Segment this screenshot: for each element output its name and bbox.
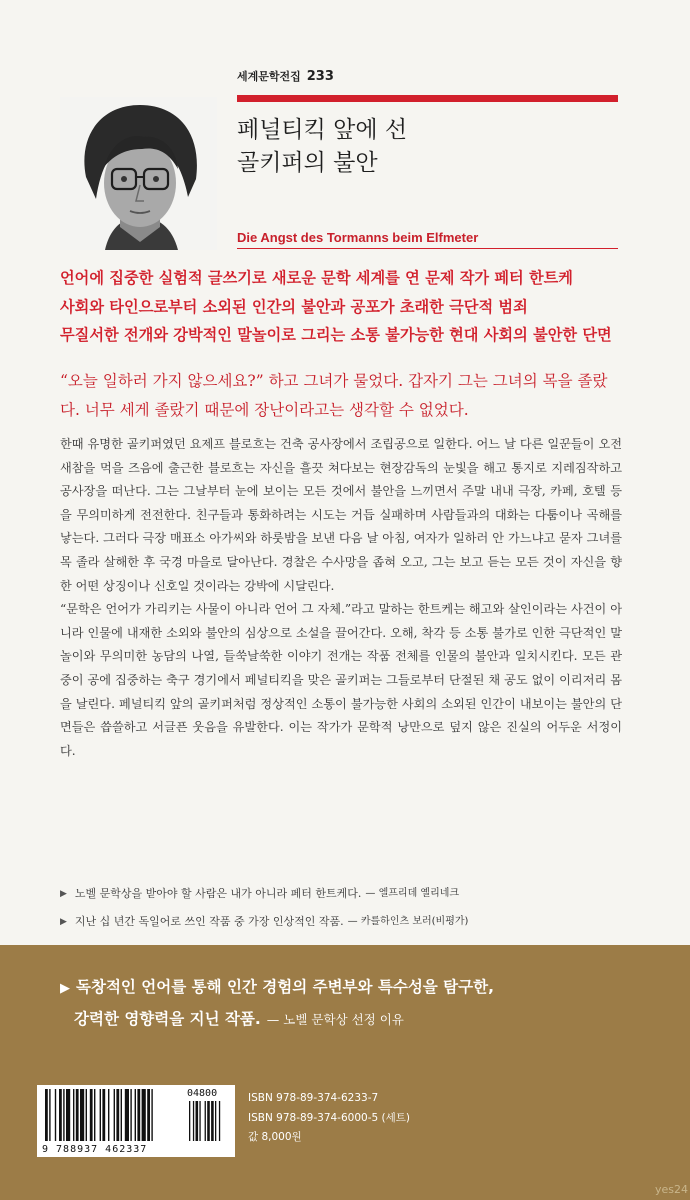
original-title: Die Angst des Tormanns beim Elfmeter [237, 230, 479, 245]
triangle-bullet-icon: ▶ [60, 981, 70, 996]
barcode-stripe [45, 1089, 48, 1141]
series-number: 233 [306, 69, 334, 84]
barcode-stripe [80, 1089, 84, 1141]
title-line-1: 페널티킥 앞에 선 [237, 117, 408, 143]
barcode-addon-stripe [196, 1101, 199, 1141]
title-line-2: 골키퍼의 불안 [237, 150, 378, 176]
praise-item [60, 880, 620, 908]
book-title [237, 114, 617, 180]
barcode-stripe [130, 1089, 131, 1141]
barcode-addon-stripe [215, 1101, 216, 1141]
synopsis-paragraph-2: “문학은 언어가 가리키는 사물이 아니라 언어 그 자체.”라고 말하는 한트케는 해고와 살인이라는 사건이 아니라 인물에 내재한 소외와 불안의 심상으로 소설을 끌어간다. 오해, 착각 등 소통 불가로 인한 극단적인 말놀이와 무의미한 농담의 나열, 들쑥날쑥한 이야기 전개는 작품 전체를 인물의 불안과 일치시킨다. 모든 관중이 공에 집중하는 축구 경기에서 페널티킥을 맞은 골키퍼는 그들로부터 단절된 채 공도 없이 이리저리 몸을 날린다. 페널티킥 앞의 골키퍼처럼 정상적인 소통이 불가능한 사회의 소외된 인간이 내보이는 불안의 단면들은 씁쓸하고 서글픈 웃음을 유발한다. 이는 작가가 문학적 낭만으로 덮지 않은 진실의 어두운 서정이다. [60, 602, 622, 758]
nobel-line-2: 강력한 영향력을 지닌 작품. [74, 1010, 261, 1028]
triangle-bullet-icon: ▶ [60, 889, 67, 899]
series-label [237, 68, 334, 84]
price: 값 8,000원 [248, 1131, 302, 1143]
subtitle-rule [237, 248, 618, 249]
praise-list [60, 880, 620, 936]
barcode-addon-stripe [211, 1101, 214, 1141]
synopsis [60, 433, 622, 763]
tagline-1: 언어에 집중한 실험적 글쓰기로 새로운 문학 세계를 연 문제 작가 페터 한트케 [60, 269, 573, 287]
tagline-2: 사회와 타인으로부터 소외된 인간의 불안과 공포가 초래한 극단적 범죄 [60, 297, 528, 316]
barcode-stripe [114, 1089, 115, 1141]
excerpt-quote: “오늘 일하러 가지 않으세요?” 하고 그녀가 물었다. 갑자기 그는 그녀의 목을 졸랐다. 너무 세게 졸랐기 때문에 장난이라고는 생각할 수 없었다. [60, 372, 608, 419]
nobel-source: — 노벨 문학상 선정 이유 [266, 1012, 404, 1027]
barcode [37, 1085, 235, 1157]
nobel-citation [60, 972, 640, 1035]
barcode-addon-stripe [193, 1101, 194, 1141]
title-rule [237, 95, 618, 102]
barcode-addon-stripe [219, 1101, 220, 1141]
barcode-stripe [147, 1089, 150, 1141]
barcode-addon-stripe [189, 1101, 190, 1141]
barcode-stripe [100, 1089, 101, 1141]
barcode-stripe [151, 1089, 152, 1141]
author-photo [60, 97, 217, 250]
taglines [60, 264, 620, 350]
isbn-line-2: ISBN 978-89-374-6000-5 (세트) [248, 1111, 410, 1124]
barcode-stripe [142, 1089, 146, 1141]
barcode-stripe [66, 1089, 70, 1141]
barcode-addon: 04800 [187, 1088, 218, 1099]
watermark: yes24 [655, 1183, 689, 1196]
barcode-addon-stripe [205, 1101, 206, 1141]
barcode-stripe [102, 1089, 105, 1141]
barcode-stripe [63, 1089, 64, 1141]
barcode-stripe [73, 1089, 74, 1141]
nobel-line-1: 독창적인 언어를 통해 인간 경험의 주변부와 특수성을 탐구한, [76, 978, 494, 996]
barcode-stripe [121, 1089, 122, 1141]
isbn-line-1: ISBN 978-89-374-6233-7 [248, 1092, 379, 1104]
barcode-stripe [125, 1089, 129, 1141]
barcode-addon-stripe [207, 1101, 210, 1141]
barcode-stripe [94, 1089, 95, 1141]
barcode-stripe [55, 1089, 56, 1141]
praise-text: 지난 십 년간 독일어로 쓰인 작품 중 가장 인상적인 작품. [74, 915, 344, 928]
barcode-stripe [116, 1089, 119, 1141]
praise-item [60, 908, 620, 936]
praise-source: — 카를하인츠 보러(비평가) [347, 916, 469, 927]
barcode-stripe [135, 1089, 136, 1141]
barcode-stripe [86, 1089, 87, 1141]
praise-text: 노벨 문학상을 받아야 할 사람은 내가 아니라 페터 한트케다. [74, 887, 362, 900]
isbn-block [248, 1089, 410, 1148]
barcode-addon-stripe [199, 1101, 200, 1141]
barcode-stripe [108, 1089, 109, 1141]
barcode-stripe [137, 1089, 140, 1141]
series-name: 세계문학전집 [237, 70, 301, 83]
barcode-stripe [49, 1089, 50, 1141]
tagline-3: 무질서한 전개와 강박적인 말놀이로 그리는 소통 불가능한 현대 사회의 불안한 단면 [60, 326, 612, 344]
barcode-number: 9 788937 462337 [42, 1144, 148, 1155]
barcode-stripe [59, 1089, 62, 1141]
synopsis-paragraph-1: 한때 유명한 골키퍼였던 요제프 블로흐는 건축 공사장에서 조립공으로 일한다. 어느 날 다른 일꾼들이 오전 새참을 먹을 즈음에 출근한 블로흐는 자신을 흘끗 쳐다보는 현장감독의 눈빛을 해고 통지로 지레짐작하고 공사장을 떠난다. 그는 그날부터 눈에 보이는 모든 것에서 불안을 느끼면서 주말 내내 극장, 카페, 호텔 등을 무의미하게 전전한다. 친구들과 통화하려는 시도는 거듭 실패하며 사람들과의 대화는 다툼이나 곡해를 낳는다. 그러다 극장 매표소 아가씨와 하룻밤을 보낸 다음 날 아침, 여자가 일하러 안 가느냐고 묻자 그녀를 목 졸라 살해한 후 국경 마을로 달아난다. 경찰은 수사망을 좁혀 오고, 그는 보고 듣는 모든 것이 자신을 향한 어떤 상징이나 신호일 것이라는 강박에 시달린다. [60, 437, 622, 593]
triangle-bullet-icon: ▶ [60, 917, 67, 927]
barcode-stripe [76, 1089, 79, 1141]
barcode-stripe [90, 1089, 93, 1141]
praise-source: — 엘프리데 옐리네크 [365, 888, 460, 899]
